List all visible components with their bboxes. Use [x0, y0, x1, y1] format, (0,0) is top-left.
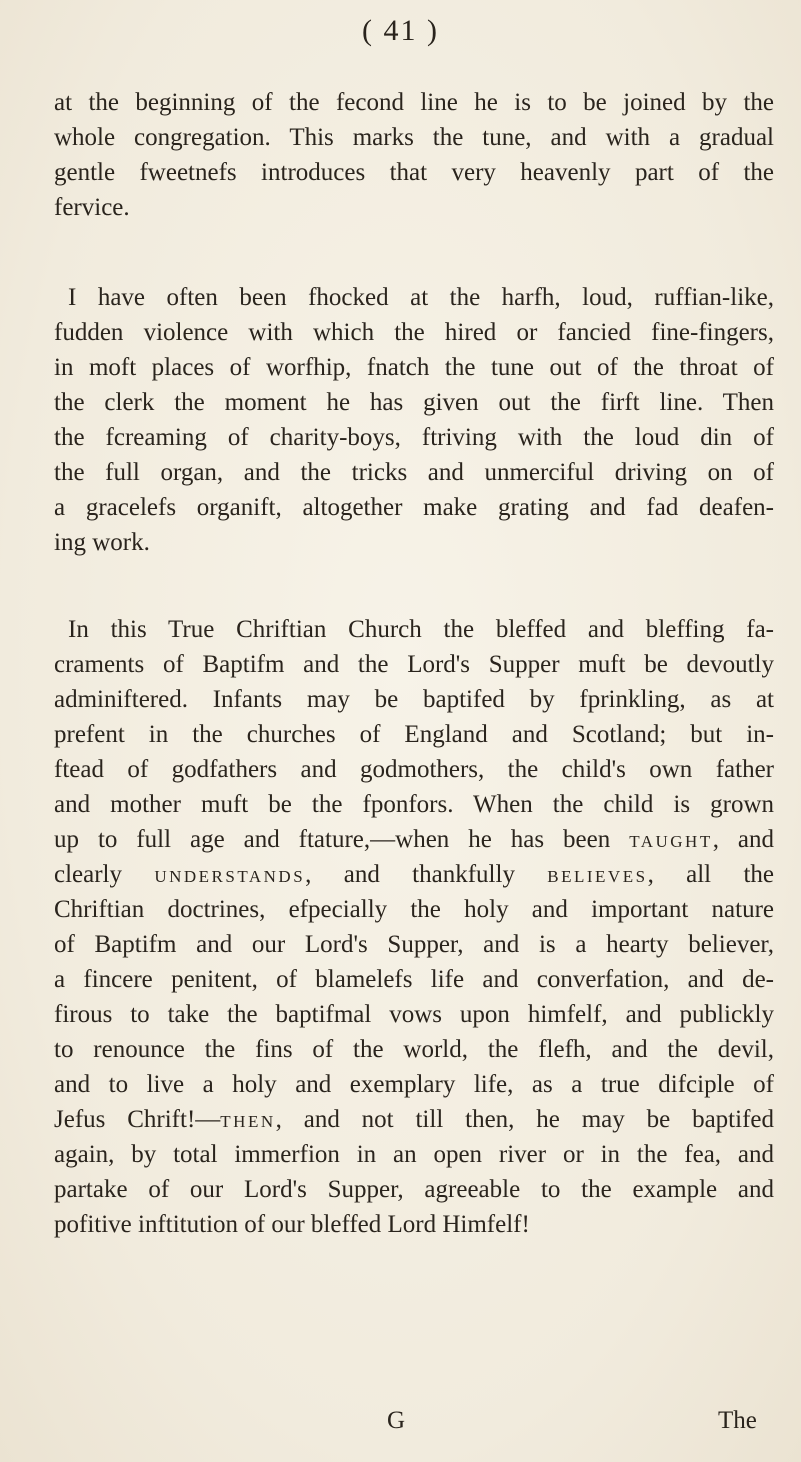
text-line [54, 895, 774, 927]
text-line [54, 720, 774, 752]
text-segment: and mother muft be the fponfors. When the child is grown [54, 791, 774, 818]
text-line [54, 755, 774, 787]
text-line [68, 615, 774, 647]
text-segment: to renounce the fins of the world, the flefh, and the devil, [54, 1036, 774, 1063]
text-segment: clearly [54, 861, 155, 888]
text-line [54, 353, 774, 385]
text-segment: fudden violence with which the hired or fancied fine-fingers, [54, 319, 774, 346]
text-segment: whole congregation. This marks the tune, and with a gradual [54, 124, 774, 151]
text-segment: gentle fweetnefs introduces that very heavenly part of the [54, 159, 774, 186]
text-line [54, 650, 774, 682]
text-line [54, 423, 774, 455]
text-segment: partake of our Lord's Supper, agreeable to the example and [54, 1176, 774, 1203]
text-segment: Chriftian doctrines, efpecially the holy and important nature [54, 896, 774, 923]
small-caps-emphasis: BELIEVES [547, 867, 648, 886]
text-line [54, 825, 774, 857]
text-segment: of Baptifm and our Lord's Supper, and is a hearty believer, [54, 931, 774, 958]
signature-mark: G [387, 1407, 406, 1434]
text-segment: the fcreaming of charity-boys, ftriving with the loud din of [54, 424, 774, 451]
text-line [54, 528, 774, 560]
text-segment: a fincere penitent, of blamelefs life and converfation, and de- [54, 966, 774, 993]
text-line [54, 685, 774, 717]
text-line [54, 1000, 774, 1032]
text-segment: adminiftered. Infants may be baptifed by fprinkling, as at [54, 686, 774, 713]
page-number: ( 41 ) [362, 14, 439, 47]
text-line [54, 860, 774, 892]
text-segment: ing work. [54, 529, 150, 556]
text-segment: again, by total immerfion in an open river or in the fea, and [54, 1141, 774, 1168]
text-line [54, 88, 774, 120]
text-segment: ftead of godfathers and godmothers, the child's own father [54, 756, 774, 783]
page-footer [0, 1407, 801, 1441]
text-segment: firous to take the baptifmal vows upon himfelf, and publickly [54, 1001, 774, 1028]
text-segment: , and [712, 826, 774, 853]
text-line [54, 1035, 774, 1067]
text-line [54, 790, 774, 822]
text-segment: prefent in the churches of England and Scotland; but in- [54, 721, 774, 748]
text-segment: , and thankfully [305, 861, 548, 888]
text-segment: I have often been fhocked at the harfh, loud, ruffian-like, [68, 284, 774, 311]
text-segment: , and not till then, he may be baptifed [275, 1106, 774, 1133]
text-segment: craments of Baptifm and the Lord's Supper muft be devoutly [54, 651, 774, 678]
small-caps-emphasis: TAUGHT [629, 832, 713, 851]
text-line [54, 965, 774, 997]
text-segment: a gracelefs organift, altogether make grating and fad deafen- [54, 494, 774, 521]
text-line [54, 1105, 774, 1137]
text-segment: Jefus Chrift!— [54, 1106, 221, 1133]
text-segment: in moft places of worfhip, fnatch the tune out of the throat of [54, 354, 774, 381]
text-line [54, 1175, 774, 1207]
text-segment: fervice. [54, 194, 130, 221]
small-caps-emphasis: UNDERSTANDS [154, 867, 306, 886]
text-line [54, 458, 774, 490]
text-line [54, 1140, 774, 1172]
text-segment: up to full age and ftature,—when he has been [54, 826, 630, 853]
text-segment: at the beginning of the fecond line he is to be joined by the [54, 89, 774, 116]
text-line [54, 158, 774, 190]
text-line [54, 388, 774, 420]
text-line [54, 193, 774, 225]
text-segment: the full organ, and the tricks and unmerciful driving on of [54, 459, 774, 486]
catchword: The [718, 1407, 757, 1434]
text-segment: the clerk the moment he has given out the firft line. Then [54, 389, 774, 416]
small-caps-emphasis: THEN [220, 1112, 276, 1131]
text-segment: pofitive inftitution of our bleffed Lord Himfelf! [54, 1211, 530, 1238]
text-line [54, 930, 774, 962]
text-line [54, 318, 774, 350]
text-segment: In this True Chriftian Church the bleffed and bleffing fa- [68, 616, 774, 643]
text-segment: , all the [647, 861, 775, 888]
text-line [54, 493, 774, 525]
text-line [54, 123, 774, 155]
text-line [54, 1210, 774, 1242]
text-line [68, 283, 774, 315]
text-line [54, 1070, 774, 1102]
text-segment: and to live a holy and exemplary life, as a true difciple of [54, 1071, 774, 1098]
